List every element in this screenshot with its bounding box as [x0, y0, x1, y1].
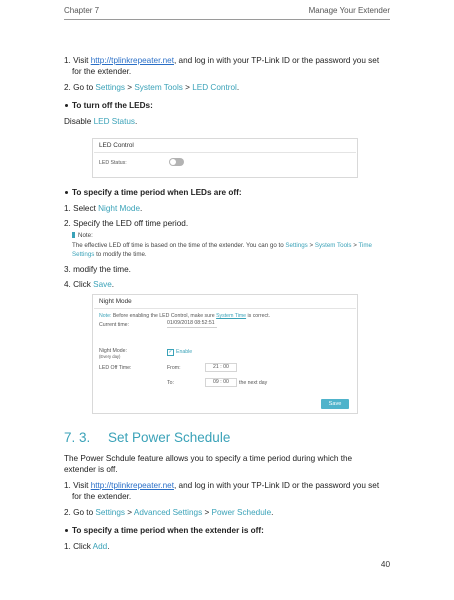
system-time-link[interactable]: System Time	[216, 313, 247, 319]
note-settings: Settings	[285, 242, 308, 249]
panel-title: LED Control	[99, 142, 134, 149]
menu-led-control: LED Control	[192, 83, 237, 92]
period: .	[135, 117, 138, 126]
step-text: 1. Visit	[64, 56, 91, 65]
step-text: 4. Click	[64, 280, 94, 289]
period: .	[140, 204, 143, 213]
led-status-label: LED Status:	[99, 160, 127, 166]
note-body-cont	[72, 250, 147, 259]
note-heading	[72, 231, 93, 240]
from-time-input[interactable]: 21 : 00	[205, 363, 237, 372]
repeater-link-2[interactable]: http://tplinkrepeater.net	[90, 481, 174, 490]
next-day-label: the next day	[239, 380, 268, 386]
step-text: 2. Go to	[64, 83, 96, 92]
power-step-visit-cont: for the extender.	[72, 492, 132, 501]
bullet-dot	[65, 191, 68, 194]
page-number: 40	[380, 560, 390, 569]
note-body	[72, 241, 372, 250]
led-control-panel	[92, 138, 358, 178]
step-visit-cont: for the extender.	[72, 67, 132, 76]
step-text: , and log in with your TP-Link ID or the password you set	[174, 56, 380, 65]
power-intro: The Power Schdule feature allows you to specify a time period during which the	[64, 454, 353, 463]
bullet-extender-off	[64, 525, 264, 536]
bullet-text: To turn off the LEDs:	[72, 101, 153, 110]
from-hour: 21	[213, 364, 219, 370]
separator: >	[202, 508, 212, 517]
to-label: To:	[167, 380, 174, 386]
power-intro-cont: extender is off.	[64, 465, 118, 474]
panel-note-text: Before enabling the LED Control, make sure	[111, 313, 217, 319]
add-item: Add	[92, 542, 108, 551]
step-select-night-mode	[64, 203, 142, 214]
panel-note-end: is correct.	[246, 313, 271, 319]
menu-settings: Settings	[95, 508, 125, 517]
to-minute: 00	[223, 379, 229, 385]
separator: >	[351, 242, 359, 249]
step-click-save	[64, 279, 114, 290]
step-text: Disable	[64, 117, 94, 126]
note-time: Time	[358, 242, 372, 249]
bullet-text: To specify a time period when the extender is off:	[72, 526, 264, 535]
section-heading	[64, 430, 230, 445]
menu-system-tools: System Tools	[134, 83, 183, 92]
night-mode-item: Night Mode	[98, 204, 141, 213]
bullet-dot	[65, 104, 68, 107]
power-step-visit	[64, 480, 379, 491]
step-modify-time: 3. modify the time.	[64, 265, 131, 274]
note-system-tools: System Tools	[314, 242, 352, 249]
step-visit	[64, 55, 379, 66]
save-item: Save	[93, 280, 112, 289]
separator: >	[125, 83, 135, 92]
enable-checkbox[interactable]: ✓	[168, 349, 173, 355]
night-mode-sub: (Every day)	[99, 354, 121, 359]
note-label: Note:	[78, 232, 93, 239]
separator: >	[307, 242, 315, 249]
night-mode-panel	[92, 294, 358, 414]
period: .	[107, 542, 110, 551]
led-off-time-label: LED Off Time:	[99, 365, 132, 371]
step-text: 1. Select	[64, 204, 99, 213]
panel-divider	[94, 152, 356, 153]
separator: >	[125, 508, 134, 517]
menu-settings: Settings	[95, 83, 125, 92]
note-icon	[72, 232, 75, 238]
led-status-toggle[interactable]	[169, 158, 184, 166]
led-status-item: LED Status	[93, 117, 136, 126]
toggle-knob	[170, 159, 176, 165]
current-time-label: Current time:	[99, 322, 129, 328]
current-time-value: 01/09/2018 08:52:51	[167, 320, 215, 326]
to-hour: 09	[213, 379, 219, 385]
power-step-click-add	[64, 541, 110, 552]
save-button[interactable]: Save	[321, 399, 349, 409]
period: .	[236, 83, 240, 92]
panel-note	[99, 313, 270, 319]
menu-power-schedule: Power Schedule	[211, 508, 272, 517]
bullet-dot	[65, 529, 68, 532]
night-mode-label: Night Mode:	[99, 348, 127, 354]
panel-note-label: Note:	[99, 313, 112, 319]
bullet-text: To specify a time period when LEDs are off:	[72, 188, 242, 197]
note-time-settings: Settings	[72, 251, 95, 258]
chapter-label: Chapter 7	[64, 6, 100, 15]
to-time-input[interactable]: 09 : 00	[205, 378, 237, 387]
period: .	[111, 280, 115, 289]
step-text: 1. Click	[64, 542, 93, 551]
panel-divider	[94, 308, 356, 309]
period: .	[271, 508, 274, 517]
step-specify-period: 2. Specify the LED off time period.	[64, 219, 189, 228]
step-text: , and log in with your TP-Link ID or the password you set	[174, 481, 380, 490]
header-title: Manage Your Extender	[308, 6, 390, 15]
repeater-link[interactable]: http://tplinkrepeater.net	[90, 56, 174, 65]
from-minute: 00	[223, 364, 229, 370]
disable-led-status	[64, 116, 137, 127]
bullet-turn-off-leds	[64, 100, 153, 111]
menu-advanced-settings: Advanced Settings	[133, 508, 203, 517]
note-text: to modify the time.	[94, 251, 147, 258]
from-label: From:	[167, 365, 181, 371]
step-text: 2. Go to	[64, 508, 96, 517]
step-text: 1. Visit	[64, 481, 91, 490]
step-goto	[64, 82, 239, 93]
enable-label: Enable	[176, 349, 193, 355]
panel-title: Night Mode	[99, 298, 132, 305]
bullet-led-time-period	[64, 187, 242, 198]
separator: >	[182, 83, 193, 92]
header-divider	[64, 19, 390, 20]
power-step-goto	[64, 507, 273, 518]
section-number: 7. 3.	[64, 430, 91, 445]
section-title: Set Power Schedule	[108, 430, 231, 445]
note-text: The effective LED off time is based on the time of the extender. You can go to	[72, 242, 286, 249]
